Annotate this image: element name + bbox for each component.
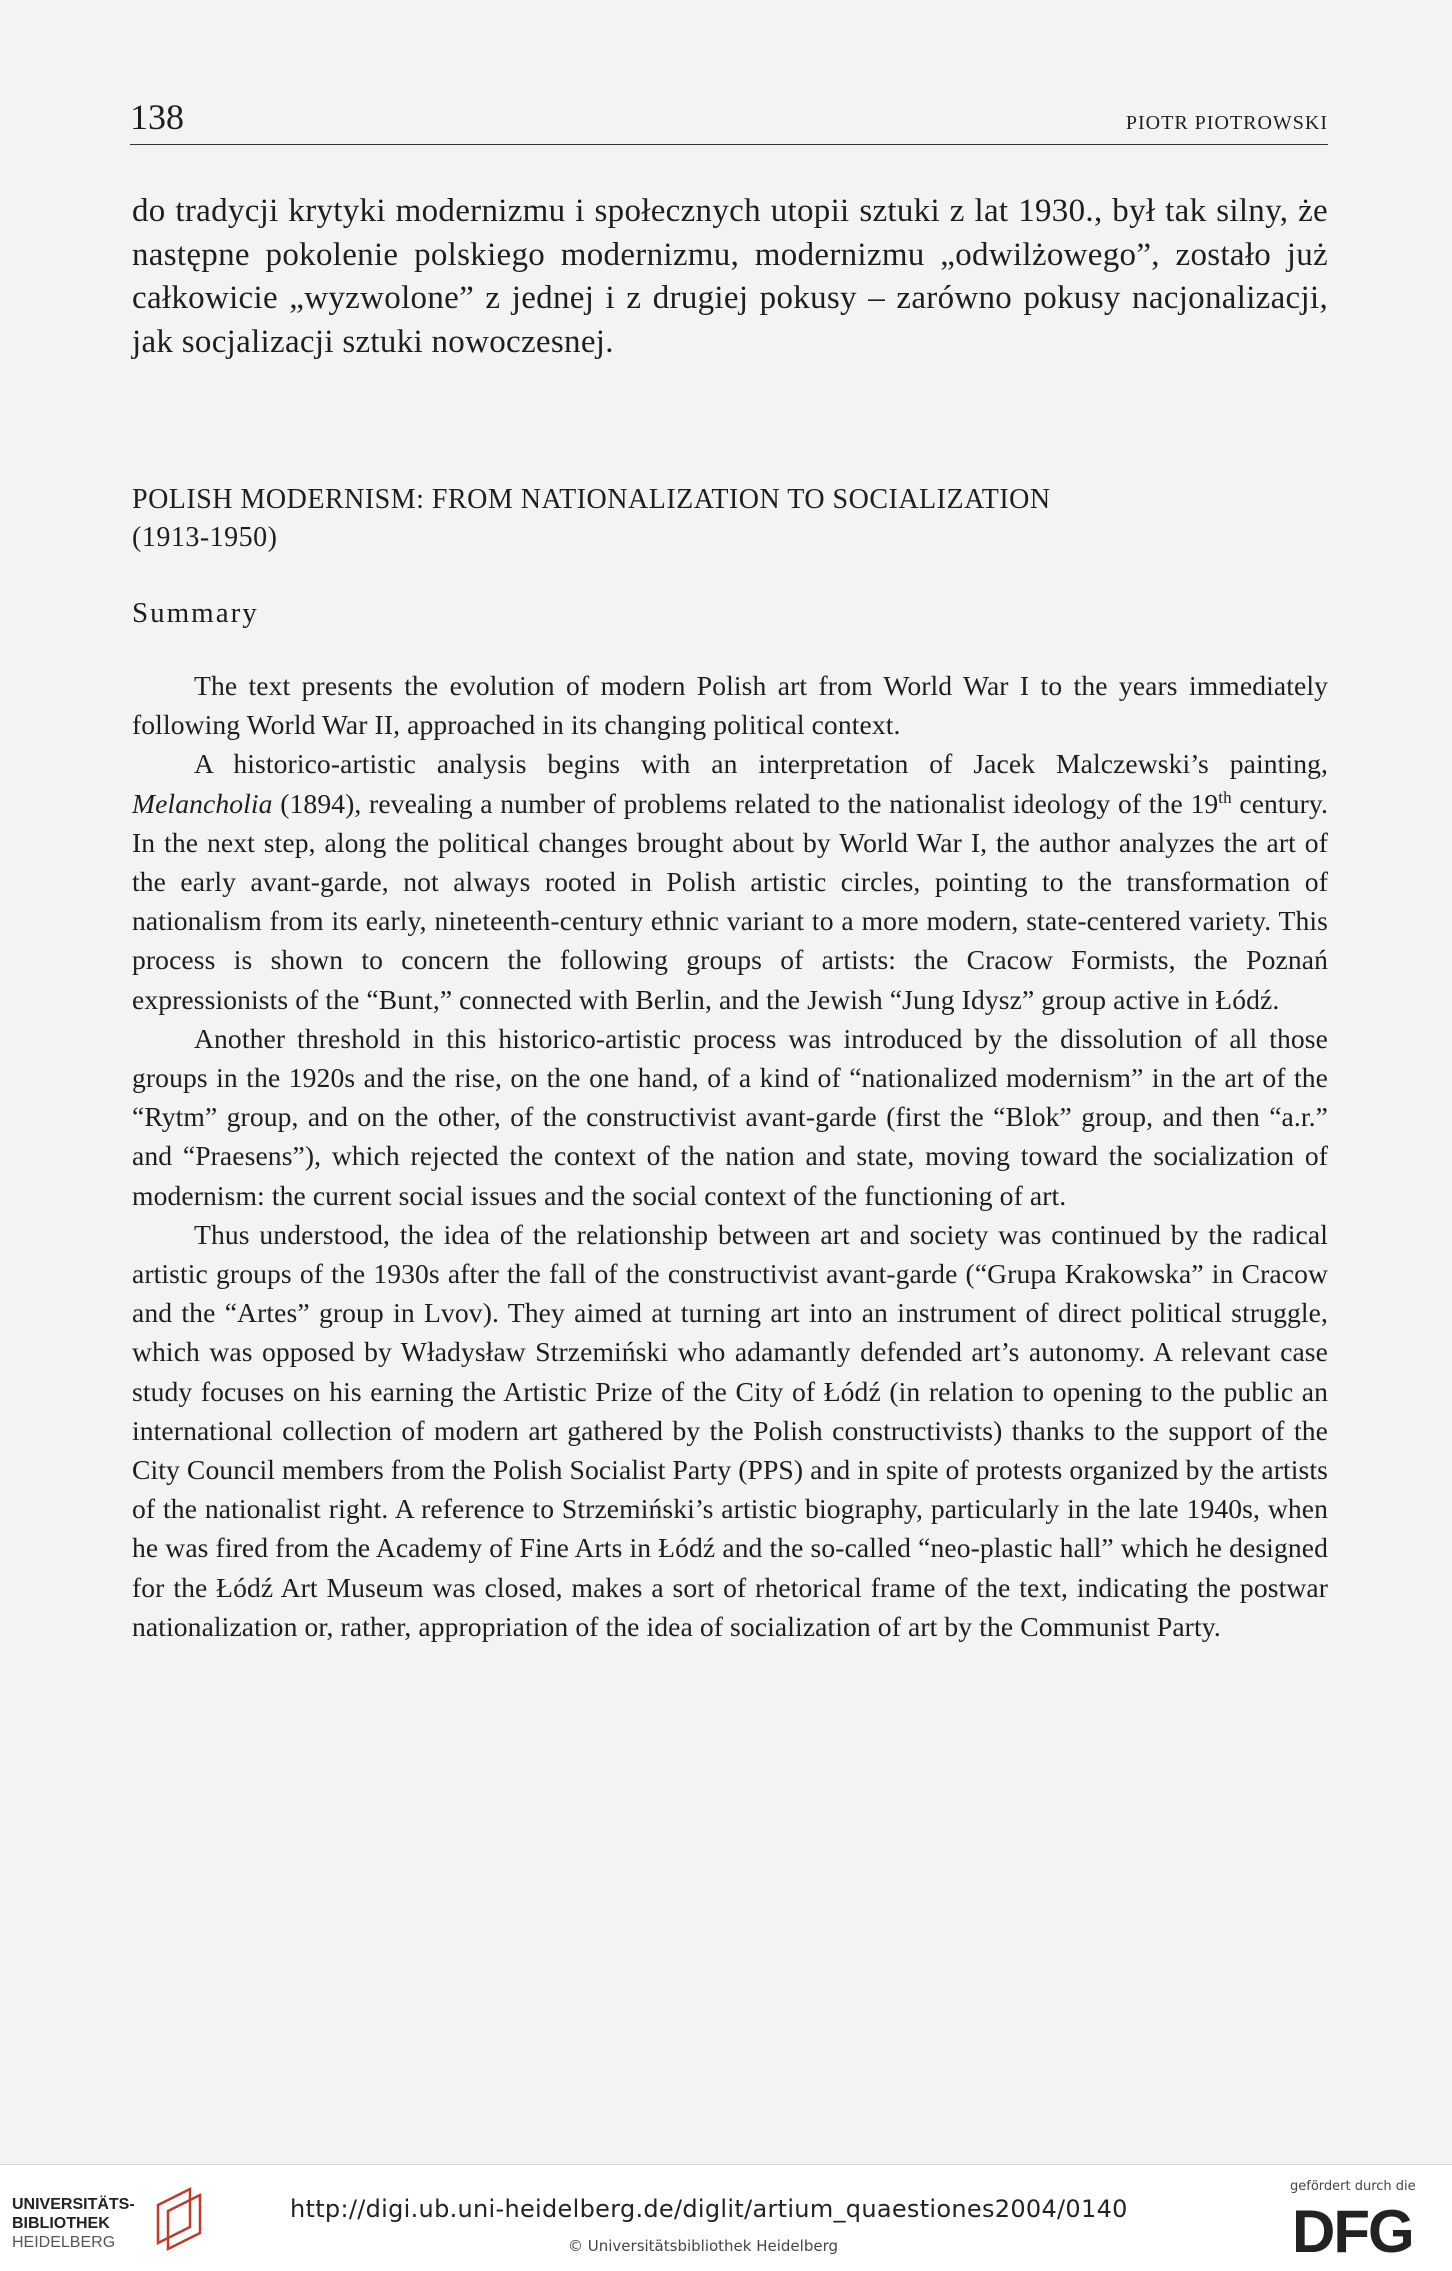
summary-p2-text-c: century. In the next step, along the political changes brought about by World War I, the author analyzes the art of the early avant-garde, not always rooted in Polish artistic circles, pointing to the transformation of nationalism from its early, nineteenth-century ethnic variant to a more modern, state-centered variety. This process is shown to concern the following groups of artists: the Cracow Formists, the Poznań expressionists of the “Bunt,” connected with Berlin, and the Jewish “Jung Idysz” group active in Łódź. bbox=[132, 787, 1328, 1015]
library-emblem-icon bbox=[150, 2183, 206, 2255]
painting-title: Melancholia bbox=[132, 787, 273, 819]
summary-paragraph-3: Another threshold in this historico-artistic process was introduced by the dissolution of all those groups in the 1920s and the rise, on the one hand, of a kind of “nationalized modernism” in the art of the “Rytm” group, and on the other, of the constructivist avant-garde (first the “Blok” group, and then “a.r.” and “Praesens”), which rejected the context of the nation and state, moving toward the socialization of modernism: the current social issues and the social context of the functioning of art. bbox=[132, 1022, 1328, 1211]
ordinal-superscript: th bbox=[1218, 787, 1232, 807]
dfg-logo: DFG bbox=[1292, 2198, 1413, 2265]
logo-line-1: UNIVERSITÄTS- bbox=[12, 2196, 135, 2213]
summary-body bbox=[132, 666, 1328, 1646]
section-title-line2: (1913-1950) bbox=[132, 522, 278, 553]
summary-p2-text-a: A historico-artistic analysis begins with an interpretation of Jacek Malczewski’s painting, bbox=[194, 748, 1328, 780]
university-library-logo bbox=[12, 2195, 135, 2252]
permalink-url[interactable]: http://digi.ub.uni-heidelberg.de/diglit/artium_quaestiones2004/0140 bbox=[290, 2195, 1128, 2223]
funding-note: gefördert durch die bbox=[1290, 2179, 1416, 2194]
summary-paragraph-2 bbox=[132, 744, 1328, 1018]
summary-paragraph-4: Thus understood, the idea of the relationship between art and society was continued by the radical artistic groups of the 1930s after the fall of the constructivist avant-garde (“Grupa Krakowska” in Cracow and the “Artes” group in Lvov). They aimed at turning art into an instrument of direct political struggle, which was opposed by Władysław Strzemiński who adamantly defended art’s autonomy. A relevant case study focuses on his earning the Artistic Prize of the City of Łódź (in relation to opening to the public an international collection of modern art gathered by the Polish constructivists) thanks to the support of the City Council members from the Polish Socialist Party (PPS) and in spite of protests organized by the artists of the nationalist right. A reference to Strzemiński’s artistic biography, particularly in the late 1940s, when he was fired from the Academy of Fine Arts in Łódź and the so-called “neo-plastic hall” which he designed for the Łódź Art Museum was closed, makes a sort of rhetorical frame of the text, indicating the postwar nationalization or, rather, appropriation of the idea of socialization of art by the Communist Party. bbox=[132, 1218, 1328, 1642]
logo-line-2: BIBLIOTHEK bbox=[12, 2215, 110, 2232]
summary-p2-text-b: (1894), revealing a number of problems related to the nationalist ideology of the 19 bbox=[272, 787, 1219, 819]
section-title-line1: POLISH MODERNISM: FROM NATIONALIZATION TO SOCIALIZATION bbox=[132, 484, 1051, 515]
footer-bar bbox=[0, 2164, 1452, 2271]
polish-paragraph: do tradycji krytyki modernizmu i społecznych utopii sztuki z lat 1930., był tak silny, że następne pokolenie polskiego modernizmu, modernizmu „odwilżowego”, zostało już całkowicie „wyzwolone” z jednej i z drugiej pokusy – zarówno pokusy nacjonalizacji, jak socjalizacji sztuki nowoczesnej. bbox=[132, 193, 1328, 360]
page-header bbox=[130, 96, 1328, 145]
page-content bbox=[132, 190, 1328, 1646]
summary-paragraph-1: The text presents the evolution of modern Polish art from World War I to the years immediately following World War II, approached in its changing political context. bbox=[132, 670, 1328, 741]
logo-line-3: HEIDELBERG bbox=[12, 2234, 116, 2251]
running-head: PIOTR PIOTROWSKI bbox=[1125, 112, 1328, 134]
summary-heading: Summary bbox=[132, 597, 259, 629]
page-number: 138 bbox=[130, 97, 184, 137]
copyright-notice: © Universitätsbibliothek Heidelberg bbox=[568, 2237, 839, 2255]
section-title bbox=[132, 481, 1328, 557]
